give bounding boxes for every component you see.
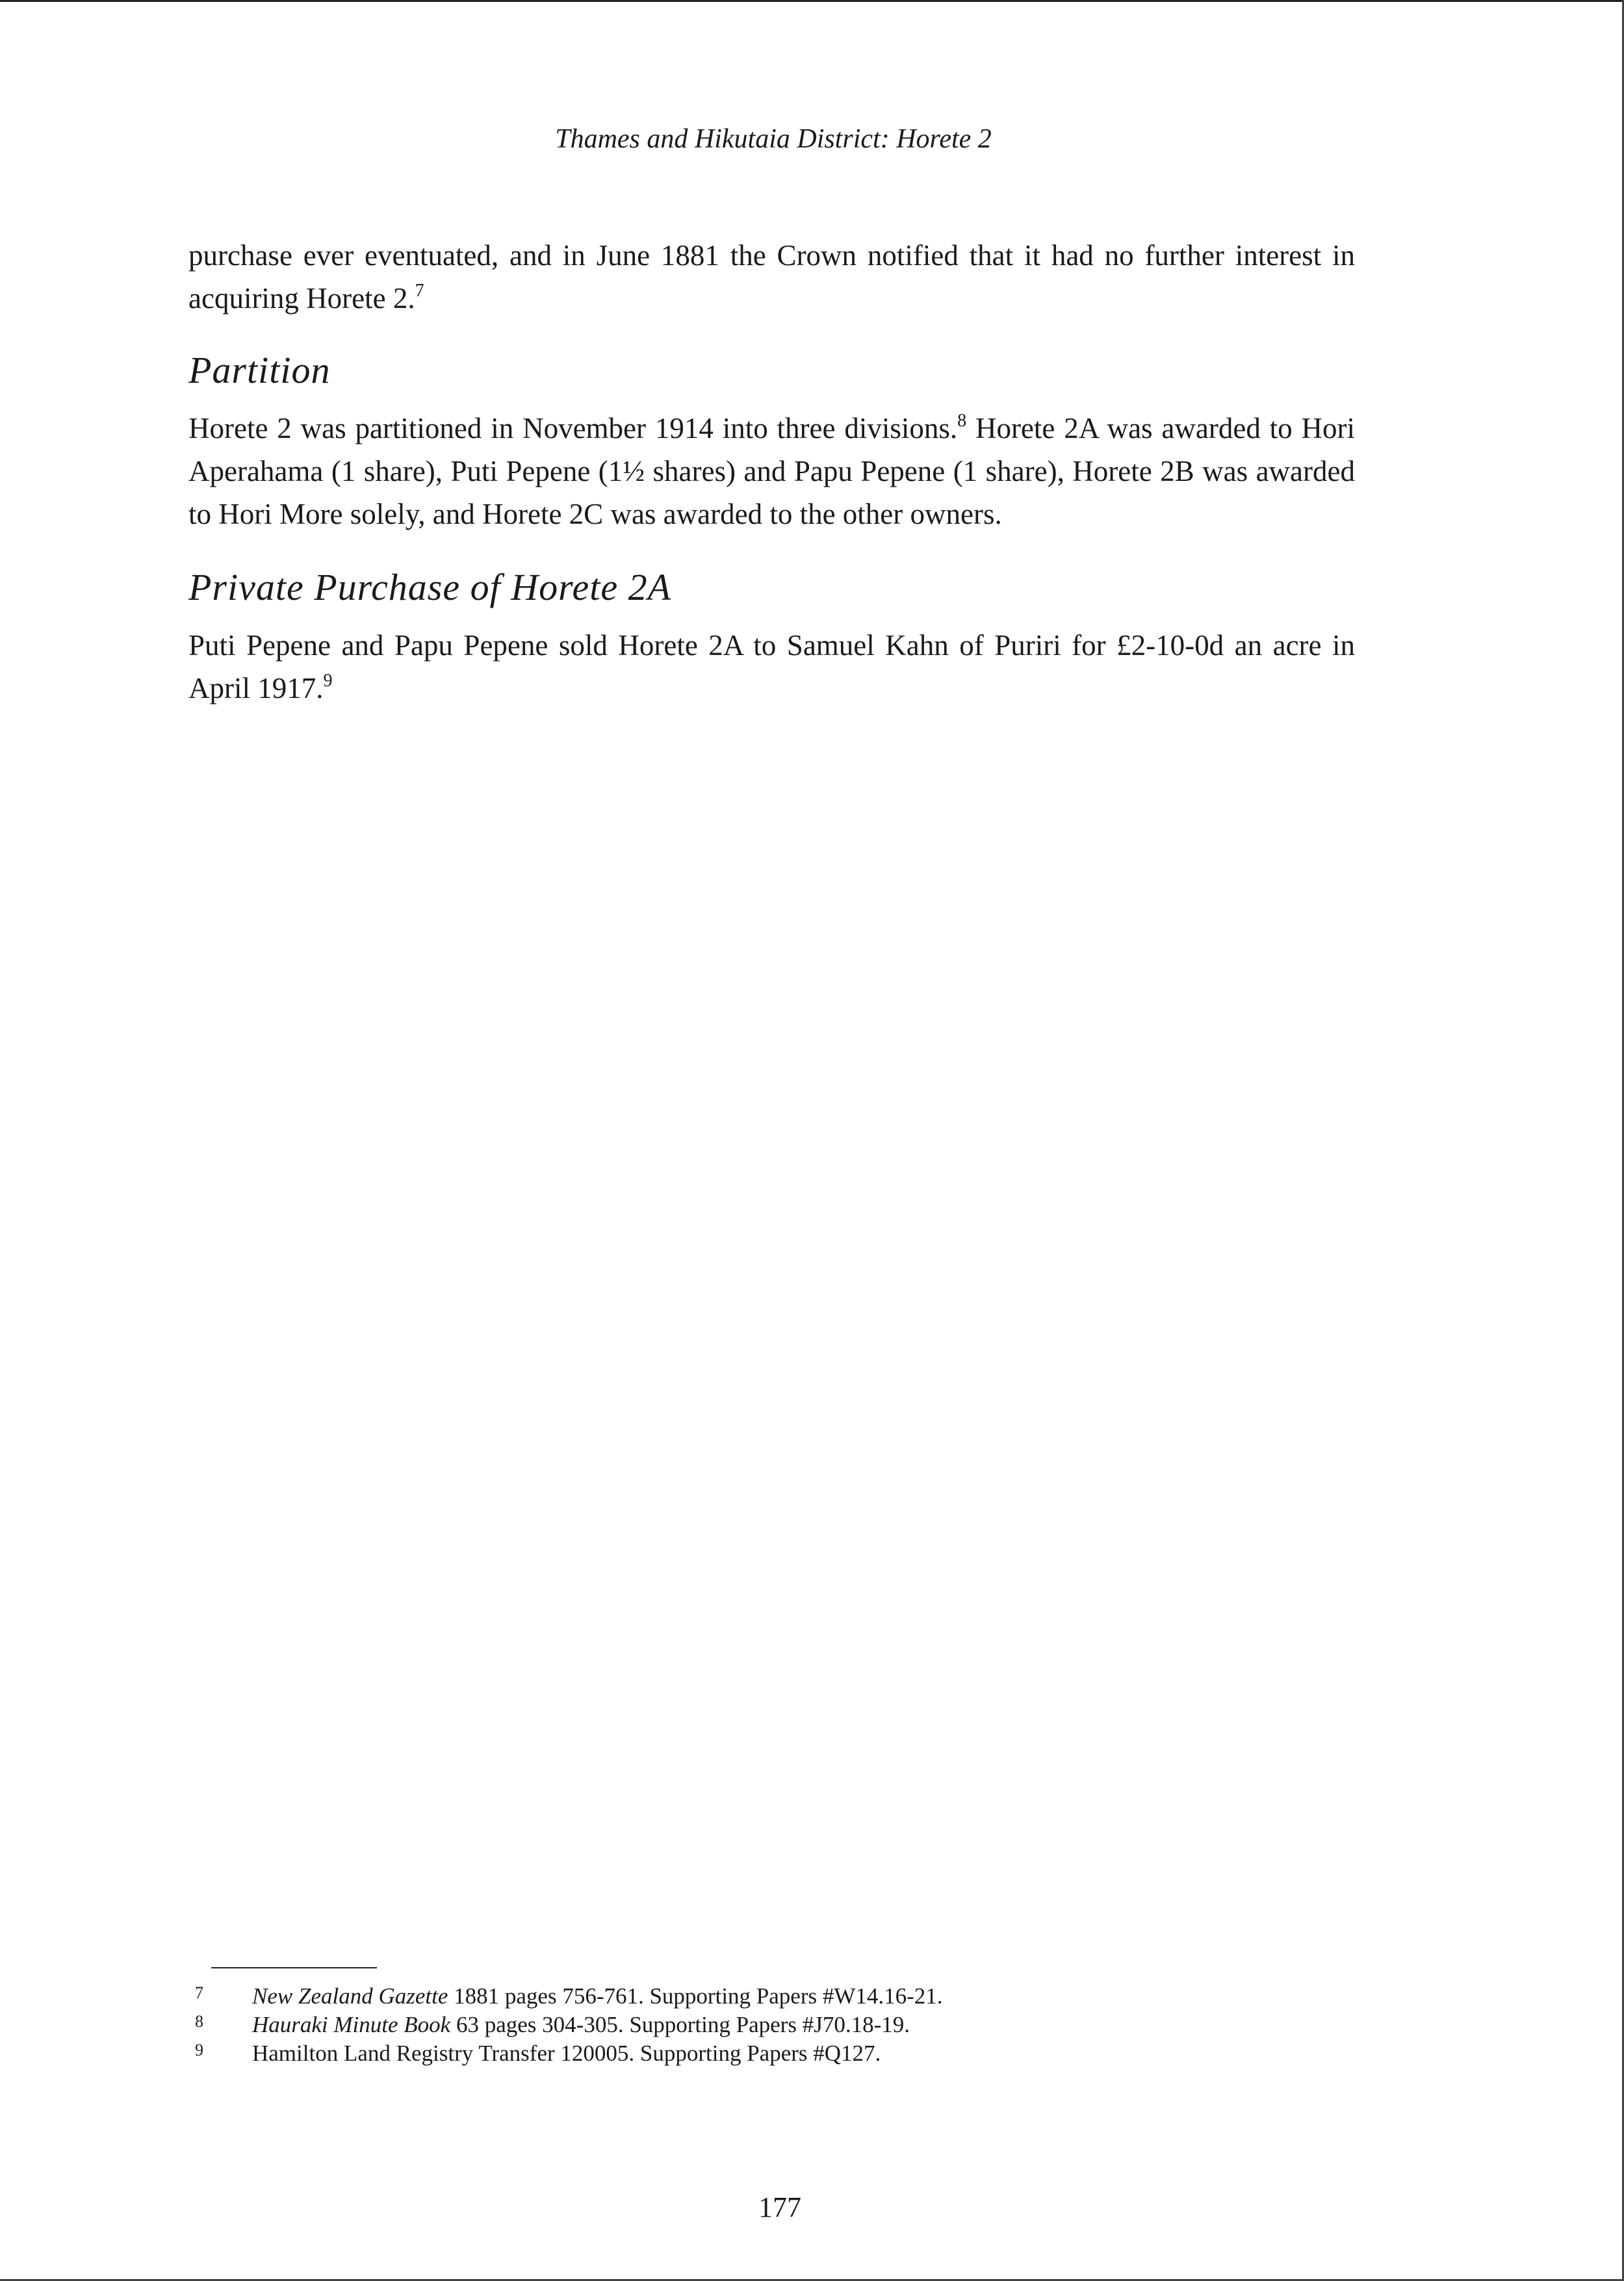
- footnote-detail: 63 pages 304-305. Supporting Papers #J70.18-19.: [450, 2012, 910, 2037]
- footnote-7: [188, 1982, 1228, 2011]
- footnote-source-title: Hauraki Minute Book: [252, 2012, 451, 2037]
- footnote-text: [252, 2011, 1228, 2039]
- footnote-8: [188, 2011, 1228, 2039]
- footnote-rule: [211, 1967, 377, 1968]
- intro-paragraph: [188, 234, 1355, 320]
- partition-text-1: Horete 2 was partitioned in November 1914 into three divisions.: [188, 412, 958, 445]
- main-content: [188, 234, 1355, 710]
- section-heading-partition: Partition: [188, 349, 331, 391]
- private-purchase-text: Puti Pepene and Papu Pepene sold Horete 2A to Samuel Kahn of Puriri for £2-10-0d an acre in April 1917.: [188, 629, 1355, 704]
- footnote-number: 9: [195, 2041, 203, 2059]
- intro-text: purchase ever eventuated, and in June 1881 the Crown notified that it had no further interest in acquiring Horete 2.: [188, 239, 1355, 315]
- footnote-9: [188, 2039, 1228, 2068]
- private-purchase-paragraph: [188, 624, 1355, 710]
- footnote-ref-8[interactable]: 8: [957, 411, 967, 431]
- footnote-text: [252, 2039, 1228, 2068]
- page-number: 177: [758, 2191, 801, 2223]
- running-header: Thames and Hikutaia District: Horete 2: [555, 124, 992, 154]
- partition-text-2: Horete 2A was awarded to Hori Aperahama (1 share), Puti Pepene (1½ shares) and Papu Pepene (1 share), Horete 2B was awarded to Hori More solely, and Horete 2C was awarded to the other owners.: [188, 412, 1355, 530]
- page-border-top: [0, 0, 1624, 2]
- footnote-text: [252, 1982, 1228, 2011]
- footnote-ref-9[interactable]: 9: [323, 671, 333, 691]
- footnote-detail: 1881 pages 756-761. Supporting Papers #W14.16-21.: [448, 1983, 943, 2009]
- footnotes: [188, 1982, 1228, 2068]
- section-heading-private-purchase: Private Purchase of Horete 2A: [188, 566, 672, 608]
- partition-paragraph: [188, 407, 1355, 535]
- footnote-detail: Hamilton Land Registry Transfer 120005. Supporting Papers #Q127.: [252, 2041, 881, 2066]
- footnote-source-title: New Zealand Gazette: [252, 1983, 448, 2009]
- footnote-number: 8: [195, 2012, 203, 2031]
- footnote-number: 7: [195, 1983, 203, 2002]
- footnote-ref-7[interactable]: 7: [415, 281, 424, 301]
